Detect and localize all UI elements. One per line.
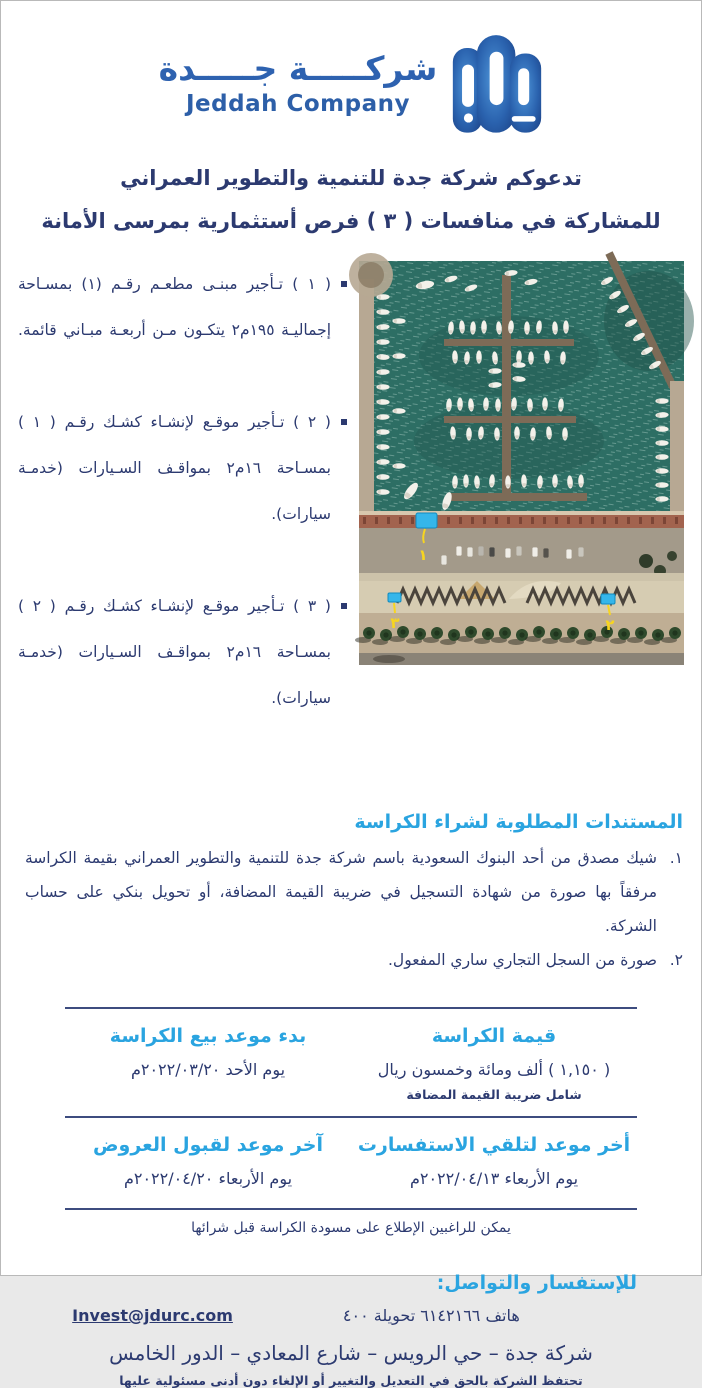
inquiries-deadline-value: يوم الأربعاء ٢٠٢٢/٠٤/١٣م bbox=[409, 1169, 579, 1188]
jeddah-logo-icon bbox=[451, 33, 543, 133]
map-marker-3-label: ٣ bbox=[390, 614, 400, 632]
document-item-2-number: ٢. bbox=[669, 951, 683, 969]
inquiries-deadline-heading: أخر موعد لتلقي الاستفسارت bbox=[357, 1134, 631, 1156]
sale-start-heading: بدء موعد بيع الكراسة bbox=[109, 1025, 307, 1047]
contact-section-heading: للإستفسار والتواصل: bbox=[436, 1272, 637, 1294]
offers-deadline-cell bbox=[65, 1130, 351, 1194]
list-item bbox=[25, 943, 683, 977]
offers-deadline-value: يوم الأربعاء ٢٠٢٢/٠٤/٢٠م bbox=[123, 1169, 293, 1188]
sale-start-value: يوم الأحد ٢٠٢٢/٠٣/٢٠م bbox=[130, 1060, 286, 1079]
bullet-square-icon bbox=[341, 281, 347, 287]
company-address: شركة جدة – حي الرويس – شارع المعادي – الدور الخامس bbox=[109, 1341, 593, 1365]
list-item bbox=[18, 261, 347, 399]
marina-aerial-photo bbox=[359, 261, 684, 665]
map-marker-1-label: ١ bbox=[418, 546, 428, 564]
title-line-2: للمشاركة في منافسات ( ٣ ) فرص أستثمارية بمرسى الأمانة bbox=[41, 209, 661, 233]
disclaimer-text: تحتفظ الشركة بالحق في التعديل والتغيير أو الإلغاء دون أدنى مسئولية عليها bbox=[119, 1373, 583, 1388]
price-cell bbox=[351, 1021, 637, 1102]
documents-list bbox=[1, 841, 701, 977]
phone-number: هاتف ٦١٤٢١٦٦ تحويلة ٤٠٠ bbox=[342, 1306, 520, 1325]
price-note: شامل ضريبة القيمة المضافة bbox=[406, 1087, 582, 1102]
invitation-title bbox=[1, 157, 701, 243]
table-row bbox=[65, 1118, 637, 1210]
sale-start-cell bbox=[65, 1021, 351, 1102]
title-line-1: تدعوكم شركة جدة للتنمية والتطوير العمراني bbox=[120, 166, 582, 190]
logo-arabic-text: شركـــــة جـــــدة bbox=[158, 49, 438, 89]
bullet-square-icon bbox=[341, 603, 347, 609]
price-value: ( ١,١٥٠ ) ألف ومائة وخمسون ريال bbox=[377, 1060, 611, 1079]
email-link[interactable]: Invest@jdurc.com bbox=[72, 1306, 233, 1325]
bullet-square-icon bbox=[341, 419, 347, 425]
marina-aerial-svg bbox=[359, 261, 684, 665]
opportunities-list bbox=[18, 261, 347, 767]
documents-section-heading: المستندات المطلوبة لشراء الكراسة bbox=[354, 811, 683, 833]
opportunity-3-text: ( ٣ ) تـأجير موقـع لإنشـاء كشـك رقـم ( ٢ ) بمسـاحة ١٦م٢ بمواقـف السـيارات (خدمـة سيارات). bbox=[18, 597, 331, 707]
list-item bbox=[18, 583, 347, 767]
map-marker-2-label: ٢ bbox=[605, 616, 615, 634]
logo-english-text: Jeddah Company bbox=[186, 90, 410, 117]
document-item-2-text: صورة من السجل التجاري ساري المفعول. bbox=[388, 951, 657, 969]
document-item-1-text: شيك مصدق من أحد البنوك السعودية باسم شركة جدة للتنمية والتطوير العمراني بقيمة الكراسة مرفقاً بها صورة من شهادة التسجيل في ضريبة القيمة المضافة، أو تحويل بنكي على حساب الشركة. bbox=[25, 849, 657, 935]
draft-review-note: يمكن للراغبين الإطلاع على مسودة الكراسة قبل شرائها bbox=[191, 1220, 511, 1236]
document-item-1-number: ١. bbox=[669, 849, 683, 867]
logo bbox=[1, 31, 701, 135]
offers-deadline-heading: آخر موعد لقبول العروض bbox=[92, 1134, 324, 1156]
list-item bbox=[18, 399, 347, 583]
list-item bbox=[25, 841, 683, 943]
contact-row bbox=[0, 1306, 646, 1325]
price-heading: قيمة الكراسة bbox=[431, 1025, 557, 1047]
table-row bbox=[65, 1009, 637, 1118]
opportunity-2-text: ( ٢ ) تـأجير موقـع لإنشـاء كشـك رقـم ( ١ ) بمسـاحة ١٦م٢ بمواقـف السـيارات (خدمـة سيارات). bbox=[18, 413, 331, 523]
opportunity-1-text: ( ١ ) تـأجير مبنـى مطعـم رقـم (١) بمسـاحة إجماليـة ١٩٥م٢ يتكـون مـن أربعـة مبـاني قائمة. bbox=[18, 275, 332, 339]
logo-wordmark bbox=[159, 49, 438, 117]
inquiries-deadline-cell bbox=[351, 1130, 637, 1194]
details-table bbox=[65, 1007, 637, 1210]
main-content bbox=[1, 261, 701, 767]
